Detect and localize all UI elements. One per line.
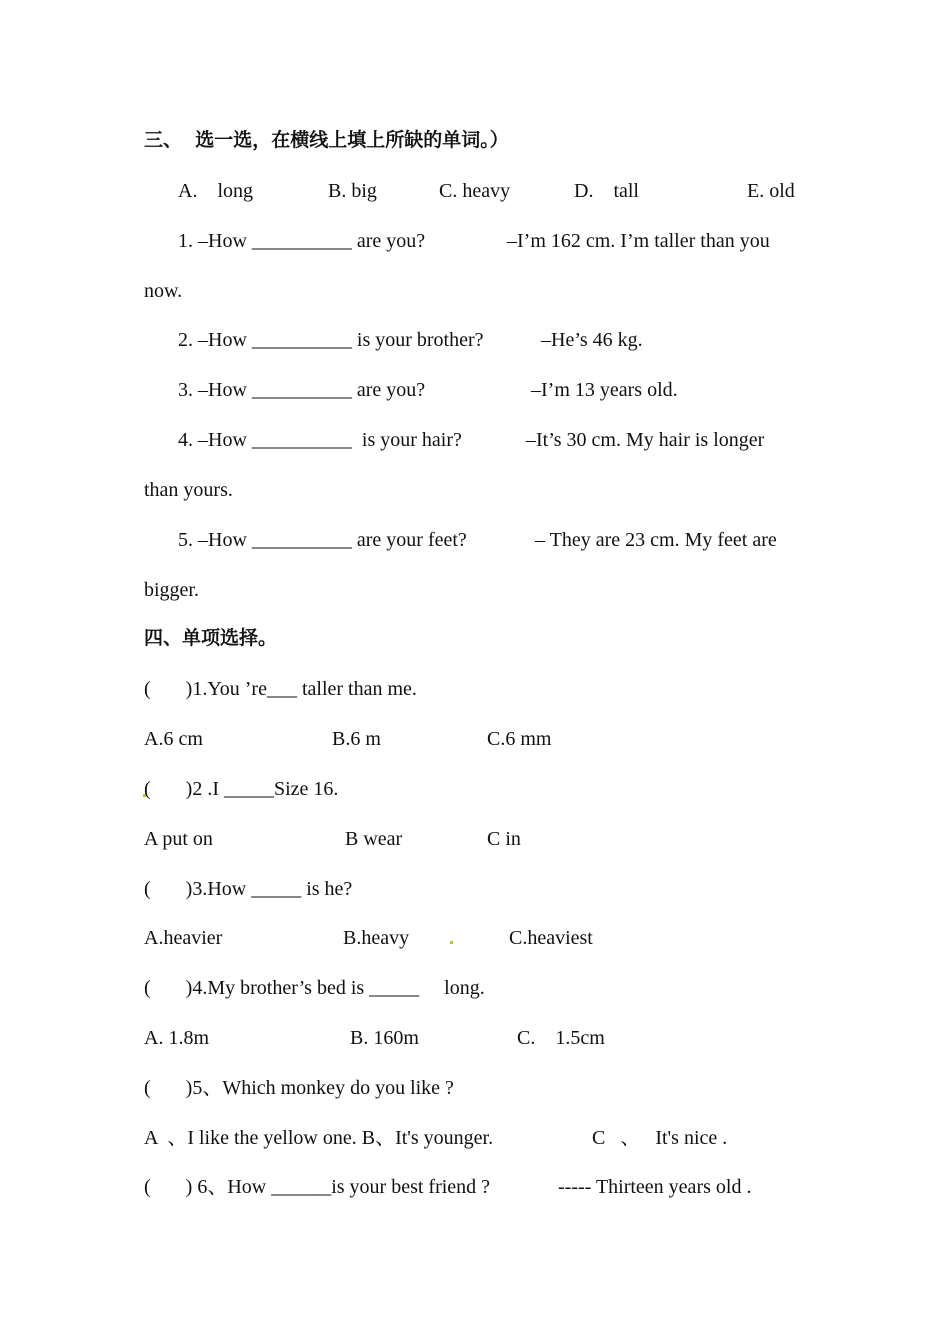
fill-question-5: 5. –How __________ are your feet? (178, 529, 467, 551)
choice-answer-6: ----- Thirteen years old . (558, 1176, 752, 1198)
fill-answer-4: –It’s 30 cm. My hair is longer (526, 429, 765, 451)
choice-2-option-b: B wear (345, 828, 403, 850)
choice-1-option-b: B.6 m (332, 728, 381, 750)
fill-answer-1: –I’m 162 cm. I’m taller than you (507, 230, 770, 252)
choice-4-option-c: C. 1.5cm (517, 1027, 605, 1049)
section-4-heading: 四、单项选择。 (144, 627, 278, 649)
stray-mark (450, 941, 453, 944)
fill-question-1: 1. –How __________ are you? (178, 230, 426, 252)
option-c: C. heavy (439, 180, 511, 202)
choice-question-3: ( )3.How _____ is he? (144, 878, 353, 900)
choice-4-option-b: B. 160m (350, 1027, 419, 1049)
choice-2-option-a: A put on (144, 828, 213, 850)
fill-answer-3: –I’m 13 years old. (531, 379, 678, 401)
fill-answer-5-continued: bigger. (144, 579, 199, 601)
section-3-heading: 三、 选一选，在横线上填上所缺的单词。） (144, 129, 509, 151)
fill-answer-1-continued: now. (144, 280, 183, 302)
option-d: D. tall (574, 180, 639, 202)
choice-3-option-b: B.heavy (343, 927, 410, 949)
fill-answer-4-continued: than yours. (144, 479, 233, 501)
fill-question-4: 4. –How __________ is your hair? (178, 429, 462, 451)
choice-3-option-c: C.heaviest (509, 927, 593, 949)
choice-4-option-a: A. 1.8m (144, 1027, 209, 1049)
fill-answer-5: – They are 23 cm. My feet are (535, 529, 777, 551)
option-b: B. big (328, 180, 377, 202)
fill-question-2: 2. –How __________ is your brother? (178, 329, 484, 351)
choice-2-option-c: C in (487, 828, 521, 850)
option-e: E. old (747, 180, 795, 202)
choice-question-4: ( )4.My brother’s bed is _____ long. (144, 977, 485, 999)
choice-question-6: ( ) 6、How ______is your best friend ? (144, 1176, 491, 1198)
option-a: A. long (178, 180, 253, 202)
choice-5-option-c: C 、 It's nice . (592, 1127, 728, 1149)
choice-question-1: ( )1.You ’re___ taller than me. (144, 678, 417, 700)
choice-5-options-ab: A 、I like the yellow one. B、It's younger. (144, 1127, 494, 1149)
choice-1-option-a: A.6 cm (144, 728, 203, 750)
choice-question-5: ( )5、Which monkey do you like ? (144, 1077, 454, 1099)
choice-question-2: ( )2 .I _____Size 16. (144, 778, 339, 800)
fill-answer-2: –He’s 46 kg. (541, 329, 643, 351)
choice-3-option-a: A.heavier (144, 927, 223, 949)
choice-1-option-c: C.6 mm (487, 728, 552, 750)
fill-question-3: 3. –How __________ are you? (178, 379, 426, 401)
